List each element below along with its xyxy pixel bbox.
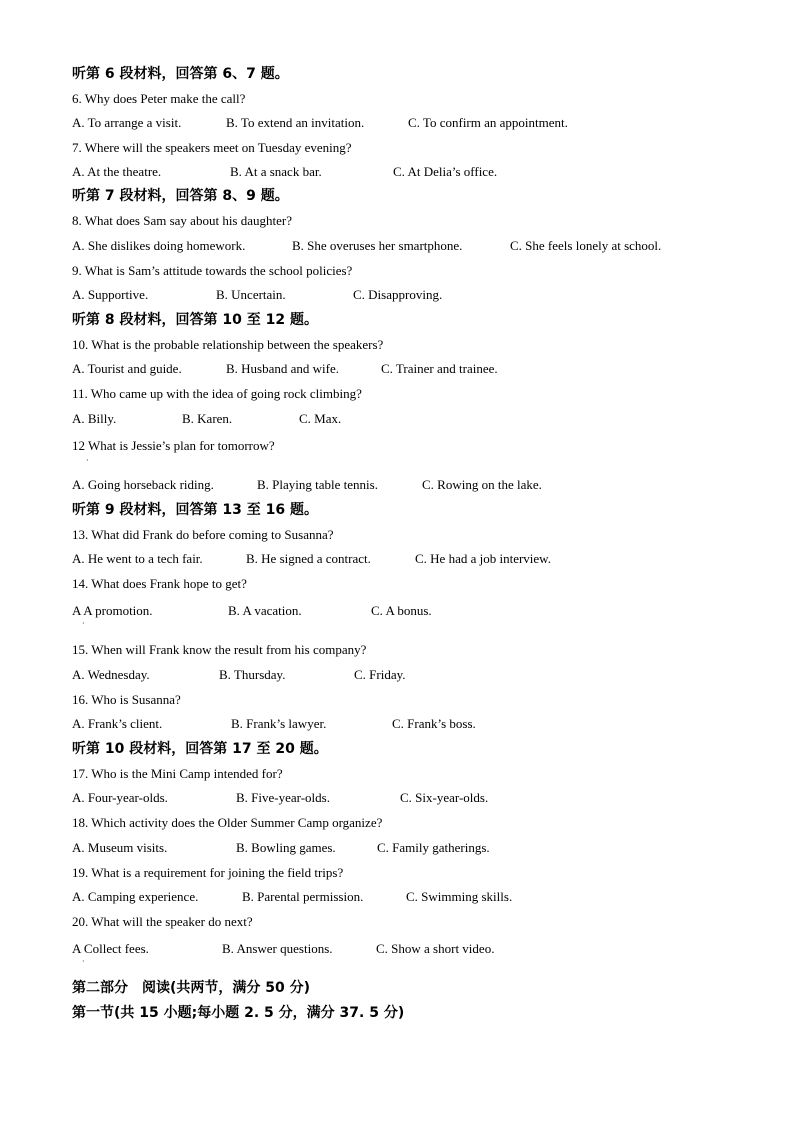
- option-15c: C. Friday.: [354, 667, 406, 682]
- option-13b: B. He signed a contract.: [246, 551, 371, 566]
- question-10: 10. What is the probable relationship between the speakers?: [72, 337, 384, 352]
- option-6a: A. To arrange a visit.: [72, 115, 182, 130]
- section-heading-8: 听第 8 段材料，回答第 10 至 12 题。: [72, 312, 318, 328]
- option-10a: A. Tourist and guide.: [72, 361, 182, 376]
- option-20c: C. Show a short video.: [376, 941, 495, 956]
- option-16c: C. Frank’s boss.: [392, 716, 476, 731]
- section-heading-7: 听第 7 段材料，回答第 8、9 题。: [72, 188, 289, 204]
- option-18b: B. Bowling games.: [236, 840, 336, 855]
- question-19: 19. What is a requirement for joining the field trips?: [72, 865, 344, 880]
- question-8: 8. What does Sam say about his daughter?: [72, 213, 292, 228]
- option-11c: C. Max.: [299, 411, 342, 426]
- option-14c: C. A bonus.: [371, 603, 432, 618]
- option-19c: C. Swimming skills.: [406, 889, 513, 904]
- question-13: 13. What did Frank do before coming to Susanna?: [72, 527, 334, 542]
- option-9a: A. Supportive.: [72, 287, 149, 302]
- question-15: 15. When will Frank know the result from his company?: [72, 642, 367, 657]
- question-16: 16. Who is Susanna?: [72, 692, 181, 707]
- question-14: 14. What does Frank hope to get?: [72, 576, 247, 591]
- option-13c: C. He had a job interview.: [415, 551, 551, 566]
- option-18a: A. Museum visits.: [72, 840, 168, 855]
- option-9c: C. Disapproving.: [353, 287, 443, 302]
- option-8c: C. She feels lonely at school.: [510, 238, 662, 253]
- option-14b: B. A vacation.: [228, 603, 302, 618]
- section-heading-9: 听第 9 段材料，回答第 13 至 16 题。: [72, 502, 318, 518]
- question-7: 7. Where will the speakers meet on Tuesday evening?: [72, 140, 352, 155]
- stray-dot: ·: [82, 619, 85, 628]
- option-12b: B. Playing table tennis.: [257, 477, 378, 492]
- option-20b: B. Answer questions.: [222, 941, 333, 956]
- option-12c: C. Rowing on the lake.: [422, 477, 542, 492]
- option-16a: A. Frank’s client.: [72, 716, 163, 731]
- option-16b: B. Frank’s lawyer.: [231, 716, 327, 731]
- option-10c: C. Trainer and trainee.: [381, 361, 498, 376]
- option-11b: B. Karen.: [182, 411, 233, 426]
- option-15a: A. Wednesday.: [72, 667, 150, 682]
- section-one-heading: 第一节(共 15 小题;每小题 2. 5 分，满分 37. 5 分): [72, 1005, 405, 1021]
- question-6: 6. Why does Peter make the call?: [72, 91, 246, 106]
- option-17b: B. Five-year-olds.: [236, 790, 330, 805]
- part-two-heading: 第二部分 阅读(共两节，满分 50 分): [72, 980, 311, 996]
- option-6b: B. To extend an invitation.: [226, 115, 365, 130]
- question-17: 17. Who is the Mini Camp intended for?: [72, 766, 283, 781]
- option-9b: B. Uncertain.: [216, 287, 286, 302]
- option-20a: A Collect fees.: [72, 941, 149, 956]
- question-11: 11. Who came up with the idea of going rock climbing?: [72, 386, 362, 401]
- option-19a: A. Camping experience.: [72, 889, 199, 904]
- question-18: 18. Which activity does the Older Summer Camp organize?: [72, 815, 383, 830]
- option-12a: A. Going horseback riding.: [72, 477, 214, 492]
- option-8b: B. She overuses her smartphone.: [292, 238, 463, 253]
- option-7b: B. At a snack bar.: [230, 164, 322, 179]
- stray-dot: ·: [86, 456, 89, 465]
- option-15b: B. Thursday.: [219, 667, 286, 682]
- option-11a: A. Billy.: [72, 411, 117, 426]
- stray-dot: ·: [82, 957, 85, 966]
- option-18c: C. Family gatherings.: [377, 840, 490, 855]
- section-heading-10: 听第 10 段材料，回答第 17 至 20 题。: [72, 741, 328, 757]
- question-20: 20. What will the speaker do next?: [72, 914, 253, 929]
- option-19b: B. Parental permission.: [242, 889, 364, 904]
- question-9: 9. What is Sam’s attitude towards the school policies?: [72, 263, 353, 278]
- option-7c: C. At Delia’s office.: [393, 164, 498, 179]
- option-17a: A. Four-year-olds.: [72, 790, 168, 805]
- option-14a: A A promotion.: [72, 603, 153, 618]
- option-10b: B. Husband and wife.: [226, 361, 340, 376]
- question-12: 12 What is Jessie’s plan for tomorrow?: [72, 438, 275, 453]
- option-7a: A. At the theatre.: [72, 164, 162, 179]
- option-13a: A. He went to a tech fair.: [72, 551, 203, 566]
- option-17c: C. Six-year-olds.: [400, 790, 489, 805]
- option-6c: C. To confirm an appointment.: [408, 115, 568, 130]
- option-8a: A. She dislikes doing homework.: [72, 238, 246, 253]
- section-heading-6: 听第 6 段材料，回答第 6、7 题。: [72, 66, 289, 82]
